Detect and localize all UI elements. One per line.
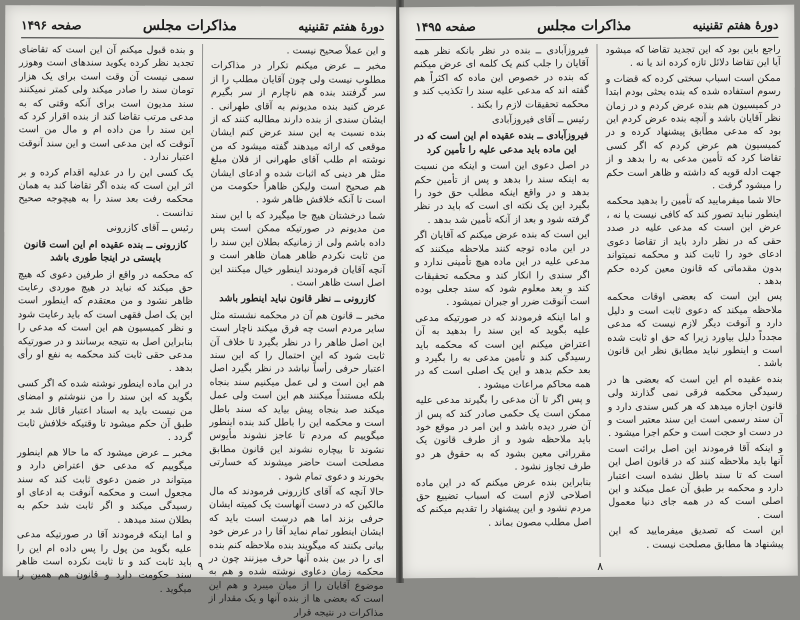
- paragraph: مخبر ــ قانون هم آن در محکمه نشسته مثل سایر مردم است چه فرق میکند ناچار است این اصل ظاهر را در نظر بگیرد تا خلاف آن ثابت شود که این احتمال را که این سند اعتبار حرفی رأساً نباشد در نظر بگیرد اصل هم این است و لی عمل میکنیم سند بنجاه بلکه مستنداً میکنند هم این است ولی عمل میکند صد بنجاه پیش بیاید که سند باطل است و محکمه این را باطل کند بنده اینطور میگوییم که مردم تا عاجز نشوند مأیوس نشوند تا بیچاره نشوند این قانون مطابق مصلحت است حاضر میشوند که خسارتی بخورند و دعوی تمام شود .: [209, 309, 385, 483]
- paragraph: مخبر ــ عرض میشود که ما حالا هم اینطور میگوییم که مدعی حق اعتراض دارد و میتواند در ضمن دعوی ثابت کند که سند مجعول است و محکمه آنوقت به ادعای او رسیدگی میکند و اگر ثابت شد حکم به بطلان سند میدهد .: [17, 446, 193, 526]
- paragraph: پس این است که بعضی اوقات محکمه ملاحظه میکند که دعوی ثابت است و دلیل دارد و آنوقت دیگر لازم نیست که مدعی مجدداً دلیل بیاورد زیرا که حق او ثابت شده است و اینطور نباید مطابق نظر این قانون باشد .: [607, 291, 783, 370]
- left-page-title: مذاکرات مجلس: [142, 17, 237, 35]
- paragraph: این است که بنده عرض میکنم که آقایان اگر در این ماده توجه کنند ملاحظه میکنند که مدعی علیه در این ماده هیچ تأمینی ندارد و اگر سندی را انکار کند و محکمه تحقیقات کند و بعد معلوم شود که سند جعلی بوده است آنوقت ضرر او جبران نمیشود .: [414, 229, 591, 309]
- right-page-column-2: [413, 44, 591, 558]
- paragraph: و پس اگر تا آن مدعی را بگیرند مدعی علیه ممکن است یک حکمی صادر کند که پس از آن ضرر دیده باشد و این امر در موقع خود باید ملاحظه شود و از طرف قانون یک مقرراتی معین بشود که به حقوق هر دو طرف تجاوز نشود .: [415, 394, 592, 473]
- paragraph: رئیس ــ آقای کازرونی: [106, 222, 194, 235]
- paragraph: و اینکه آقا فرمودند این اصل برائت است آنها باید ملاحظه کنند که در قانون اصل این است که تا سند باطل نشده است اعتبار دارد و محکمه بر طبق آن عمل میکند و این اصلی است که در همه جای دنیا معمول است .: [607, 442, 784, 521]
- paragraph: و این عملاً صحیح نیست .: [286, 45, 387, 57]
- left-page: [3, 5, 400, 619]
- left-page-column-2: [16, 43, 195, 595]
- right-page: [399, 5, 797, 578]
- paragraph: حالا شما میفرمایید که تأمین را بدهید محکمه اینطور نباید تصور کند که کافی نیست یا نه ، عرض این است که مدعی علیه در صدد حقی که در نظر دارد باید از تقاضا دعوی ادعای خود را ثابت کند و محکمه نمیتواند بدون مقدماتی که قانون معین کرده حکم بدهد .: [606, 195, 782, 287]
- left-page-header: [21, 15, 384, 40]
- paragraph: در این ماده اینطور نوشته شده که اگر کسی بگوید که این سند را من ننوشتم و امضای من نیست باید به اسناد اعتبار قائل شد بر طبق آن حکم میشود تا وقتیکه خلافش ثابت گردد .: [17, 377, 193, 444]
- paragraph: حالا آنچه که آقای کازرونی فرمودند که مال مالکین که در دست آنهاست یک کمیته ایشان حرفی بزند اما هم درست است باید که ایشان اینطور تمام نماید آقا را در عرض خود بیانی بکنند که میگویند بنده ملاحظه کنم بنده ای را در بین بنده آنها حرف میزنند چون در محکمه زمان دعاوی نوشته شده و هم به موضوع آقایان را از میان میبرد و هم این است که بعضی ها از بنده آنها و یک مقدار از مذاکرات در نتیجه قرار: [208, 486, 385, 619]
- paragraph: رئیس ــ آقای فیروزآبادی: [491, 114, 589, 126]
- right-session-label: دورهٔ هفتم تقنینیه: [692, 17, 779, 33]
- paragraph: در اصل دعوی این است و اینکه من نسبت به اینکه سند را بدهد و پس از تأمین حکم بدهد و در واقع اینکه مطلب حق خود را بگیرد این یک نکته ای است که باید در نظر گرفته شود و بعد از آنکه تأمین شد بدهد .: [414, 160, 590, 226]
- paragraph: مخبر ــ عرض میکنم تکرار در مذاکرات مطلوب نیست ولی چون آقایان مطلب را از سر گرفتند بنده هم ناچارم از سر بگیرم عرض کنید بنده مدیونم به آقای طهرانی . ایشان سندی از بنده دارند مطالبه کنند که از بنده نسبت به این سند عرض کنم ایشان موقعی که ارائه میدهند گفته میشود که من نوشته ام طلب آقای طهرانی از فلان مبلغ مثل هر دینی که اثبات شده و ادعای ایشان هم صحیح است ولیکن ظاهراً حکومت من است تا آنکه خلافش ظاهر شود .: [210, 60, 387, 207]
- paragraph: و اما اینکه فرمودند که در صورتیکه مدعی علیه بگوید که این سند را بدهید به آن اعتراض میکنم این است که محکمه باید رسیدگی کند و تأمین مدعی به را بگیرد و بعد حکم بدهد و این یک اصلی است که در همه محاکم مراعات میشود .: [415, 311, 591, 391]
- left-page-column-1: [208, 44, 387, 619]
- right-page-number: ۸: [597, 559, 604, 574]
- right-page-title: مذاکرات مجلس: [537, 17, 632, 35]
- paragraph: بنده عقیده ام این است که بعضی ها در رسیدگی محکمه فرقی نمی گذارند ولی قانون اجازه میدهد که هر کس سندی دارد و آن سند رسمی است این سند معتبر است و در دست او حجت است و حکم اجرا میشود .: [607, 373, 783, 440]
- paragraph: که محکمه در واقع از طرفین دعوی که هیچ حق میکند که نباید در هیچ موردی رعایت ظاهر نشود و من معتقدم که اینطور است این یک اصل فقهی است که باید رعایت شود و نظر کمیسیون هم این است که مدعی را بنابراین اصل به نتیجه برسانند و در صورتیکه مدعی حقی ثابت کند محکمه به نفع او رأی بدهد .: [17, 268, 194, 375]
- right-page-column-1: [605, 43, 783, 557]
- paragraph: فیروزآبادی ــ بنده در نظر بانکه نظر همه آقایان را جلب کنم یک کلمه ای عرض میکنم که بنده در خصوص این ماده که اکثراً هم گفته اند که مدعی علیه سند را تکذیب کند و محکمه تحقیقات لازم را بکند .: [413, 45, 589, 111]
- paragraph: این است که تصدیق میفرمایید که این پیشنهاد ها مطابق مصلحت نیست .: [608, 525, 784, 551]
- paragraph: ممکن است اسباب سختی کرده که قضات و رسوم استفاده شده که بنده بحثی بودم ابتدا در کمیسیون هم بنده عرض کردم و در زمان نظر آقایان باشد و آنچه بنده عرض کردم این بود که مدعی مطابق پیشنهاد کرده و در کمیسیون هم عرض کردم که اگر کسی تقاضا کرد که تأمین مدعی به را بدهد و از جهت ادله قویه که داشته و ظاهر است حکم را میشود گرفت .: [605, 72, 782, 192]
- left-session-label: دورهٔ هفتم تقنینیه: [298, 19, 385, 34]
- right-page-header: [415, 15, 778, 40]
- speaker-line: کازرونی ــ بنده عقیده ام این است قانون بایستی در اینجا طوری باشد: [23, 238, 188, 264]
- speaker-line: فیروزآبادی ــ بنده عقیده ام این است که در این ماده باید مدعی علیه را تأمین کرد: [414, 130, 589, 156]
- paragraph: و بنده قبول میکنم آن این است که تقاضای تجدید نظر کرده یکوید سندهای است وهوزر سمی نیست آن وقت است برای یک هزار تومان سند را صادر میکند ولی کمتر نمیکنند سند مدیون است برای آنکه وقتی که به مدعی مرتب تقاضا کند از بنده اقرار کرد که این سند را من داده ام و مال من است آنوقت که این مدعی است و این سند آنوقت اعتبار ندارد .: [18, 44, 195, 164]
- paragraph: شما درخشتان هیچ جا میگیرد که با این سند من مدیونم در صورتیکه ممکن است پس داده باشم ولی از زمانیکه بطلان این سند را من ثابت نکردم ظاهر همان ظاهر است و آنچه آقایان فرمودند اینطور خیال میکنند این اصل است ظاهر است .: [210, 209, 386, 289]
- left-page-number: ۹: [197, 559, 204, 574]
- left-page-label: صفحه ۱۴۹۶: [21, 18, 82, 33]
- paragraph: و اما اینکه فرمودند آقا در صورتیکه مدعی علیه بگوید من پول را پس داده ام این را باید ثابت کند و تا ثابت نکرده است ظاهر سند حکومت دارد و قانون هم همین را میگوید .: [16, 529, 192, 595]
- paragraph: راجع باین بود که این تجدید تقاضا که میشود آیا این تقاضا دلائل تازه کرده اند یا نه .: [605, 43, 781, 70]
- paragraph: بنابراین بنده عرض میکنم که در این ماده اصلاحی لازم است که اسباب تضییع حق مردم نشود و این پیشنهاد را تقدیم میکنم که اصل مطلب مصون بماند .: [416, 476, 592, 529]
- right-page-label: صفحه ۱۴۹۵: [415, 19, 476, 35]
- paragraph: یک کسی این را در عدلیه اقدام کرده و بر اثر این است که بنده اگر تقاضا کند به همان محکمه رفت بعد سند را به هیچوجه صحیح ندانست .: [18, 166, 194, 219]
- speaker-line: کازرونی ــ نظر قانون نباید اینطور باشد: [219, 293, 376, 306]
